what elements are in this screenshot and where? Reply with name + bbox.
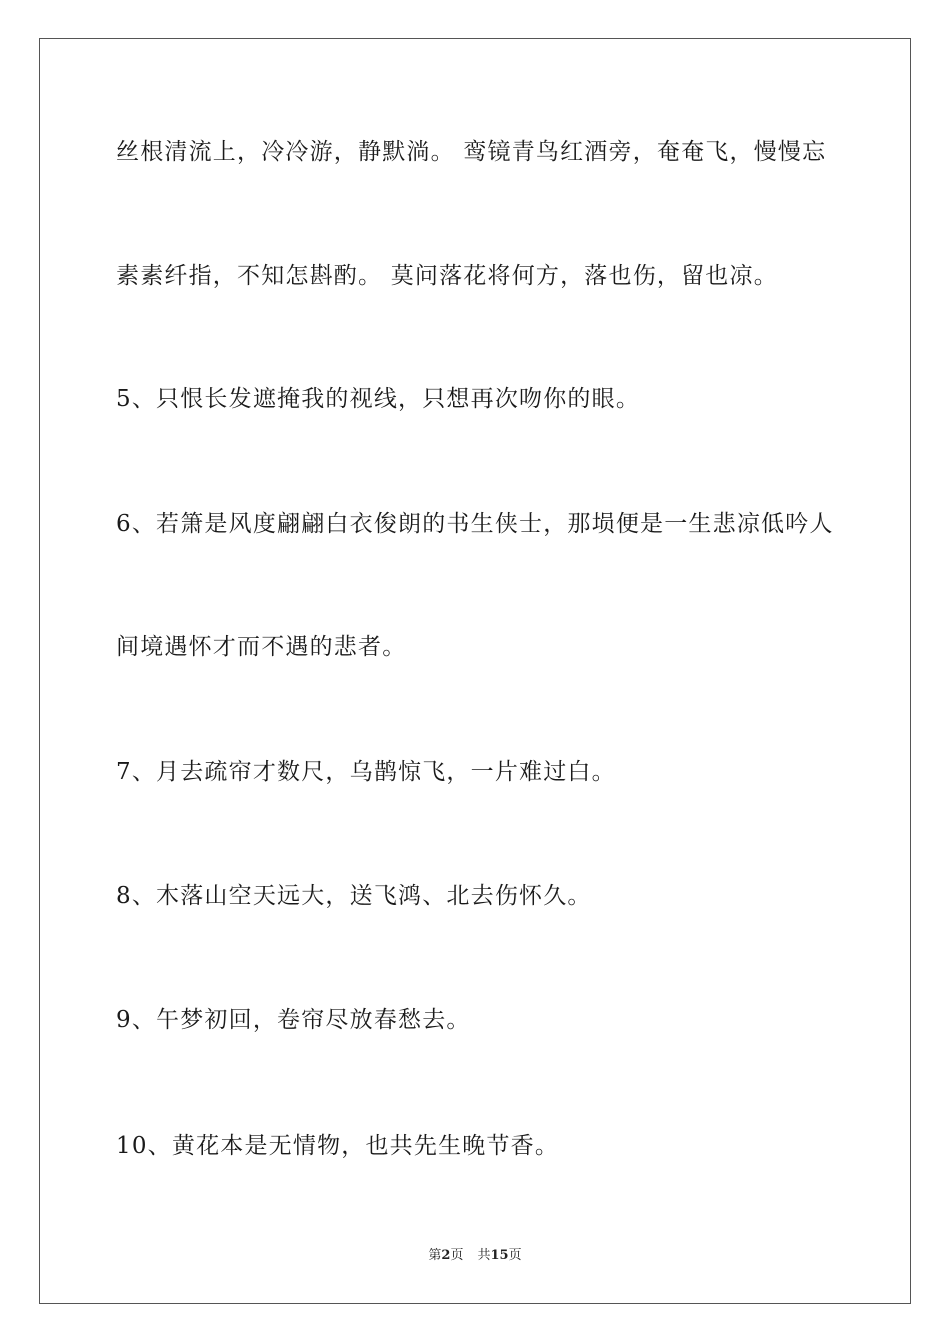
text-line-4: 6、若箫是风度翩翩白衣俊朗的书生侠士，那埙便是一生悲凉低吟人	[116, 511, 834, 537]
text-line-9: 10、黄花本是无情物，也共先生晚节香。	[116, 1133, 560, 1159]
text-line-3: 5、只恨长发遮掩我的视线，只想再次吻你的眼。	[116, 386, 641, 412]
page-prefix: 第	[428, 1248, 442, 1263]
text-line-1: 丝根清流上，冷冷游，静默淌。 鸾镜青鸟红酒旁，奄奄飞，慢慢忘	[116, 139, 827, 165]
text-line-8: 9、午梦初回，卷帘尽放春愁去。	[116, 1007, 471, 1033]
total-suffix: 页	[508, 1248, 522, 1263]
page-suffix: 页	[450, 1248, 464, 1263]
text-line-5: 间境遇怀才而不遇的悲者。	[116, 634, 407, 660]
text-line-7: 8、木落山空天远大，送飞鸿、北去伤怀久。	[116, 883, 592, 909]
total-pages: 15	[490, 1248, 509, 1263]
page-frame	[39, 38, 911, 1304]
total-prefix: 共	[477, 1248, 491, 1263]
page-number: 2	[441, 1248, 451, 1263]
text-line-6: 7、月去疏帘才数尺，乌鹊惊飞，一片难过白。	[116, 759, 616, 785]
page-footer	[0, 1247, 950, 1265]
text-line-2: 素素纤指，不知怎斟酌。 莫问落花将何方，落也伤，留也凉。	[116, 263, 778, 289]
